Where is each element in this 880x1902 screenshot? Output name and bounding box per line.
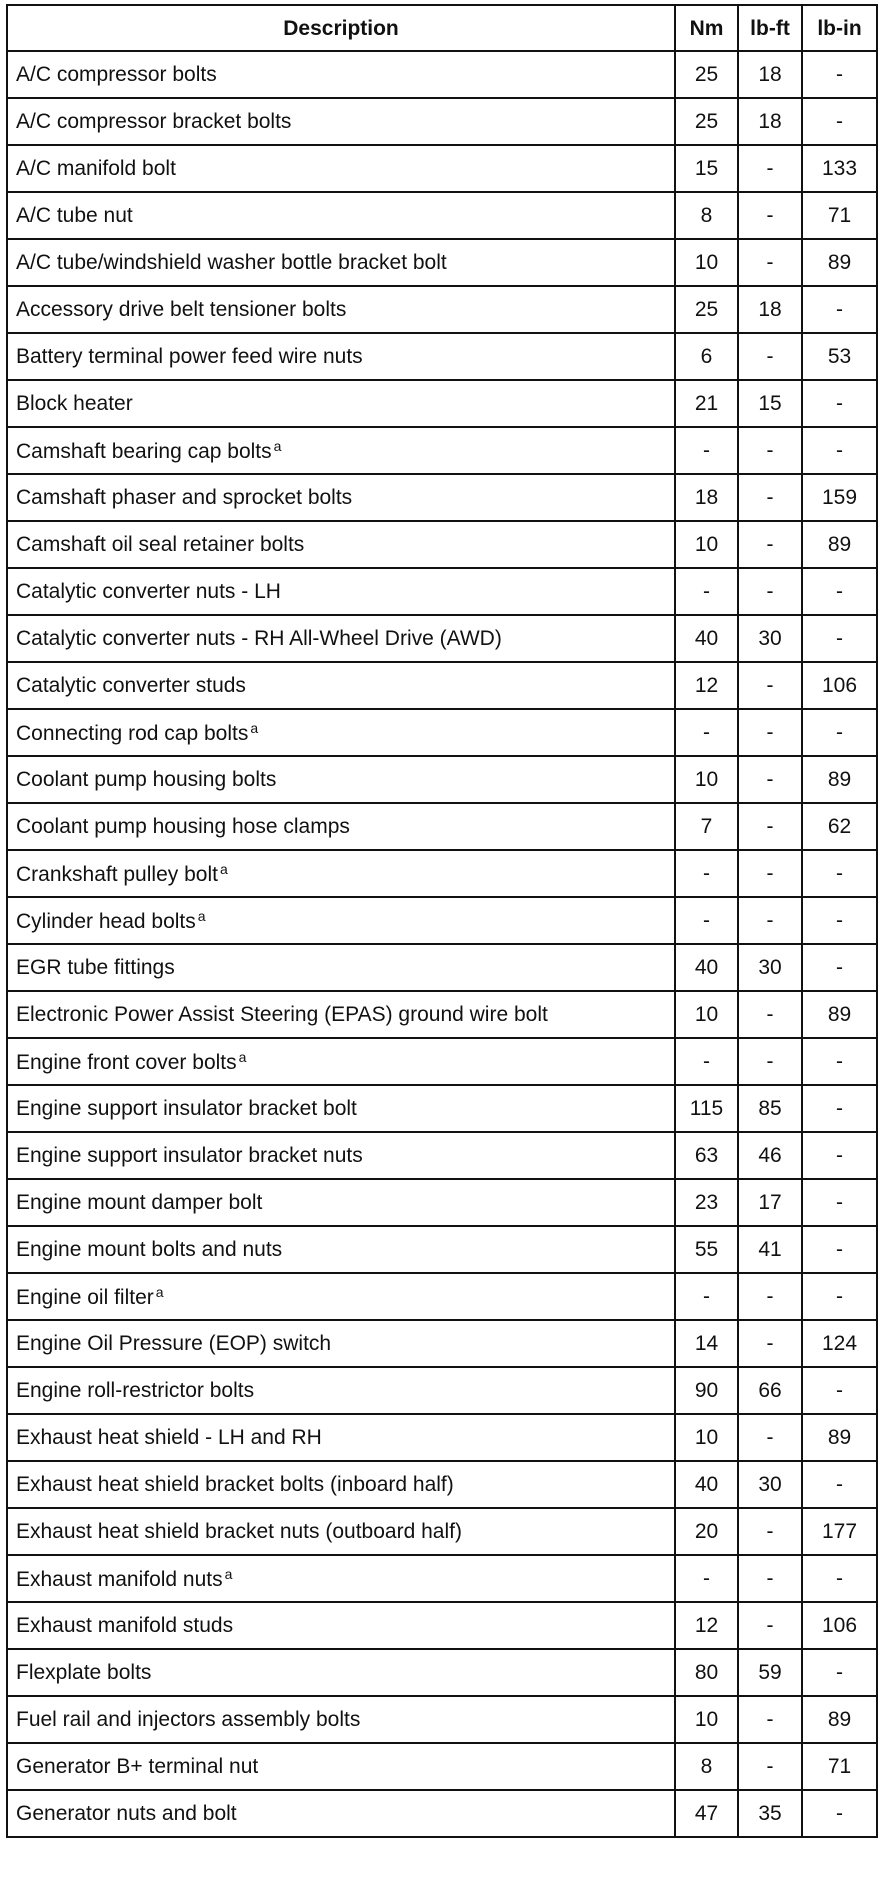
footnote-marker: a (224, 1566, 233, 1582)
description-cell (7, 1743, 675, 1790)
table-row (7, 1038, 877, 1085)
lbft-cell: 30 (738, 1461, 802, 1508)
lbft-cell: 46 (738, 1132, 802, 1179)
nm-cell: 12 (675, 1602, 738, 1649)
description-cell (7, 803, 675, 850)
table-row (7, 897, 877, 944)
lbin-cell: - (802, 286, 877, 333)
lbft-cell: - (738, 427, 802, 474)
description-text: Engine mount bolts and nuts (16, 1238, 283, 1261)
lbft-cell: - (738, 709, 802, 756)
table-row (7, 1602, 877, 1649)
header-nm: Nm (675, 5, 738, 51)
description-text: A/C compressor bolts (16, 63, 217, 86)
description-cell (7, 850, 675, 897)
header-lbft: lb-ft (738, 5, 802, 51)
table-row (7, 51, 877, 98)
header-lbin: lb-in (802, 5, 877, 51)
lbft-cell: - (738, 474, 802, 521)
lbft-cell: - (738, 1273, 802, 1320)
nm-cell: - (675, 897, 738, 944)
table-row (7, 98, 877, 145)
description-text: Fuel rail and injectors assembly bolts (16, 1708, 361, 1731)
lbft-cell: - (738, 1743, 802, 1790)
description-cell (7, 1696, 675, 1743)
description-text: Exhaust heat shield bracket nuts (outboard half) (16, 1520, 462, 1543)
footnote-marker: a (197, 908, 206, 924)
table-row (7, 1790, 877, 1837)
nm-cell: 15 (675, 145, 738, 192)
description-text: Camshaft phaser and sprocket bolts (16, 486, 353, 509)
lbft-cell: 30 (738, 944, 802, 991)
nm-cell: 55 (675, 1226, 738, 1273)
lbft-cell: - (738, 1508, 802, 1555)
description-text: Generator B+ terminal nut (16, 1755, 259, 1778)
table-row (7, 1743, 877, 1790)
description-text: Crankshaft pulley bolt (16, 863, 218, 886)
lbft-cell: 41 (738, 1226, 802, 1273)
lbft-cell: - (738, 1038, 802, 1085)
table-row (7, 1179, 877, 1226)
nm-cell: 25 (675, 98, 738, 145)
lbft-cell: - (738, 803, 802, 850)
lbft-cell: - (738, 333, 802, 380)
description-text: Accessory drive belt tensioner bolts (16, 298, 347, 321)
nm-cell: 14 (675, 1320, 738, 1367)
description-cell (7, 1555, 675, 1602)
nm-cell: 12 (675, 662, 738, 709)
description-text: Battery terminal power feed wire nuts (16, 345, 363, 368)
lbin-cell: 89 (802, 1414, 877, 1461)
lbin-cell: - (802, 897, 877, 944)
lbin-cell: 106 (802, 662, 877, 709)
lbin-cell: 62 (802, 803, 877, 850)
lbft-cell: 15 (738, 380, 802, 427)
nm-cell: 40 (675, 1461, 738, 1508)
table-row (7, 1320, 877, 1367)
lbin-cell: - (802, 850, 877, 897)
description-cell (7, 991, 675, 1038)
description-text: Connecting rod cap bolts (16, 722, 249, 745)
footnote-marker: a (250, 720, 259, 736)
description-cell (7, 521, 675, 568)
description-cell (7, 51, 675, 98)
table-row (7, 1696, 877, 1743)
nm-cell: - (675, 568, 738, 615)
lbin-cell: - (802, 98, 877, 145)
description-text: Exhaust manifold nuts (16, 1568, 223, 1591)
lbin-cell: - (802, 1132, 877, 1179)
table-row (7, 1226, 877, 1273)
table-row (7, 756, 877, 803)
lbft-cell: 30 (738, 615, 802, 662)
nm-cell: 8 (675, 1743, 738, 1790)
footnote-marker: a (219, 861, 228, 877)
lbft-cell: - (738, 239, 802, 286)
description-cell (7, 427, 675, 474)
lbin-cell: - (802, 380, 877, 427)
description-cell (7, 380, 675, 427)
nm-cell: 47 (675, 1790, 738, 1837)
table-row (7, 1085, 877, 1132)
table-row (7, 1273, 877, 1320)
table-row (7, 1414, 877, 1461)
lbin-cell: - (802, 1273, 877, 1320)
lbft-cell: - (738, 662, 802, 709)
lbft-cell: - (738, 521, 802, 568)
lbft-cell: - (738, 756, 802, 803)
description-text: Catalytic converter nuts - RH All-Wheel Drive (AWD) (16, 627, 502, 650)
nm-cell: 8 (675, 192, 738, 239)
description-cell (7, 709, 675, 756)
torque-specification-table (6, 4, 878, 1838)
description-cell (7, 662, 675, 709)
table-header (7, 5, 877, 51)
description-cell (7, 897, 675, 944)
description-cell (7, 1320, 675, 1367)
description-cell (7, 239, 675, 286)
description-text: Block heater (16, 392, 133, 415)
nm-cell: - (675, 427, 738, 474)
nm-cell: 10 (675, 1414, 738, 1461)
description-cell (7, 1461, 675, 1508)
table-row (7, 944, 877, 991)
table-row (7, 662, 877, 709)
lbft-cell: - (738, 1696, 802, 1743)
lbft-cell: - (738, 1555, 802, 1602)
table-row (7, 615, 877, 662)
lbin-cell: 53 (802, 333, 877, 380)
nm-cell: 80 (675, 1649, 738, 1696)
nm-cell: 63 (675, 1132, 738, 1179)
nm-cell: 10 (675, 1696, 738, 1743)
lbin-cell: 71 (802, 192, 877, 239)
lbin-cell: 133 (802, 145, 877, 192)
lbin-cell: 89 (802, 239, 877, 286)
description-text: Exhaust manifold studs (16, 1614, 234, 1637)
nm-cell: 10 (675, 756, 738, 803)
description-text: Coolant pump housing bolts (16, 768, 277, 791)
table-row (7, 239, 877, 286)
nm-cell: 10 (675, 239, 738, 286)
table-row (7, 145, 877, 192)
nm-cell: 6 (675, 333, 738, 380)
description-cell (7, 568, 675, 615)
description-cell (7, 1649, 675, 1696)
table-row (7, 1555, 877, 1602)
nm-cell: - (675, 1555, 738, 1602)
description-text: Electronic Power Assist Steering (EPAS) ground wire bolt (16, 1003, 548, 1026)
footnote-marker: a (238, 1049, 247, 1065)
lbft-cell: - (738, 991, 802, 1038)
table-body (7, 51, 877, 1837)
lbin-cell: - (802, 1179, 877, 1226)
lbin-cell: - (802, 1038, 877, 1085)
table-row (7, 1461, 877, 1508)
lbin-cell: 106 (802, 1602, 877, 1649)
lbin-cell: 89 (802, 991, 877, 1038)
lbin-cell: 159 (802, 474, 877, 521)
table-row (7, 1649, 877, 1696)
table-row (7, 568, 877, 615)
description-cell (7, 145, 675, 192)
table-row (7, 991, 877, 1038)
description-cell (7, 1508, 675, 1555)
description-cell (7, 1226, 675, 1273)
description-text: Cylinder head bolts (16, 910, 196, 933)
lbft-cell: 18 (738, 286, 802, 333)
nm-cell: 90 (675, 1367, 738, 1414)
description-text: A/C manifold bolt (16, 157, 176, 180)
description-cell (7, 1367, 675, 1414)
lbin-cell: - (802, 568, 877, 615)
description-text: Camshaft bearing cap bolts (16, 440, 272, 463)
description-text: Exhaust heat shield bracket bolts (inboard half) (16, 1473, 454, 1496)
lbft-cell: 18 (738, 98, 802, 145)
lbft-cell: 35 (738, 1790, 802, 1837)
lbin-cell: - (802, 1085, 877, 1132)
description-text: Generator nuts and bolt (16, 1802, 237, 1825)
lbin-cell: - (802, 709, 877, 756)
lbft-cell: 18 (738, 51, 802, 98)
description-cell (7, 333, 675, 380)
nm-cell: 25 (675, 286, 738, 333)
lbin-cell: - (802, 944, 877, 991)
description-text: Engine roll-restrictor bolts (16, 1379, 255, 1402)
lbin-cell: - (802, 1367, 877, 1414)
table-row (7, 474, 877, 521)
lbin-cell: - (802, 1555, 877, 1602)
table-row (7, 803, 877, 850)
nm-cell: 115 (675, 1085, 738, 1132)
description-cell (7, 1085, 675, 1132)
lbft-cell: - (738, 850, 802, 897)
description-text: Camshaft oil seal retainer bolts (16, 533, 305, 556)
nm-cell: 40 (675, 615, 738, 662)
lbin-cell: 89 (802, 756, 877, 803)
description-cell (7, 944, 675, 991)
lbin-cell: 124 (802, 1320, 877, 1367)
description-text: Engine front cover bolts (16, 1051, 237, 1074)
description-cell (7, 98, 675, 145)
lbin-cell: - (802, 1461, 877, 1508)
lbin-cell: 89 (802, 1696, 877, 1743)
lbft-cell: - (738, 145, 802, 192)
lbin-cell: - (802, 51, 877, 98)
lbft-cell: 66 (738, 1367, 802, 1414)
description-text: Engine mount damper bolt (16, 1191, 263, 1214)
description-text: Exhaust heat shield - LH and RH (16, 1426, 322, 1449)
table-row (7, 286, 877, 333)
lbft-cell: - (738, 192, 802, 239)
lbin-cell: - (802, 1649, 877, 1696)
table-row (7, 192, 877, 239)
description-cell (7, 1132, 675, 1179)
table-row (7, 850, 877, 897)
lbft-cell: - (738, 1320, 802, 1367)
nm-cell: - (675, 709, 738, 756)
nm-cell: 10 (675, 991, 738, 1038)
description-text: Engine oil filter (16, 1286, 154, 1309)
nm-cell: 18 (675, 474, 738, 521)
description-text: Flexplate bolts (16, 1661, 152, 1684)
description-cell (7, 286, 675, 333)
description-text: Catalytic converter studs (16, 674, 246, 697)
nm-cell: 7 (675, 803, 738, 850)
description-text: Engine support insulator bracket bolt (16, 1097, 357, 1120)
header-row (7, 5, 877, 51)
lbin-cell: 71 (802, 1743, 877, 1790)
table-row (7, 521, 877, 568)
description-text: A/C compressor bracket bolts (16, 110, 292, 133)
nm-cell: 40 (675, 944, 738, 991)
description-text: Engine support insulator bracket nuts (16, 1144, 363, 1167)
nm-cell: 23 (675, 1179, 738, 1226)
description-text: Catalytic converter nuts - LH (16, 580, 281, 603)
lbin-cell: - (802, 427, 877, 474)
lbft-cell: - (738, 568, 802, 615)
footnote-marker: a (273, 438, 282, 454)
description-cell (7, 1038, 675, 1085)
lbin-cell: 89 (802, 521, 877, 568)
nm-cell: 25 (675, 51, 738, 98)
lbft-cell: - (738, 1414, 802, 1461)
lbin-cell: 177 (802, 1508, 877, 1555)
table-row (7, 1508, 877, 1555)
description-cell (7, 192, 675, 239)
description-cell (7, 1414, 675, 1461)
header-description: Description (7, 5, 675, 51)
lbft-cell: 59 (738, 1649, 802, 1696)
nm-cell: 21 (675, 380, 738, 427)
description-cell (7, 756, 675, 803)
lbin-cell: - (802, 615, 877, 662)
description-text: A/C tube nut (16, 204, 133, 227)
description-cell (7, 1273, 675, 1320)
table-row (7, 1367, 877, 1414)
table-row (7, 380, 877, 427)
description-text: EGR tube fittings (16, 956, 175, 979)
nm-cell: 10 (675, 521, 738, 568)
description-cell (7, 1602, 675, 1649)
lbft-cell: - (738, 1602, 802, 1649)
description-text: Coolant pump housing hose clamps (16, 815, 350, 838)
lbin-cell: - (802, 1226, 877, 1273)
footnote-marker: a (155, 1284, 164, 1300)
nm-cell: 20 (675, 1508, 738, 1555)
nm-cell: - (675, 850, 738, 897)
lbft-cell: - (738, 897, 802, 944)
description-cell (7, 615, 675, 662)
nm-cell: - (675, 1038, 738, 1085)
description-cell (7, 1790, 675, 1837)
lbft-cell: 17 (738, 1179, 802, 1226)
description-cell (7, 1179, 675, 1226)
description-cell (7, 474, 675, 521)
nm-cell: - (675, 1273, 738, 1320)
table-row (7, 333, 877, 380)
table-row (7, 1132, 877, 1179)
table-row (7, 427, 877, 474)
description-text: Engine Oil Pressure (EOP) switch (16, 1332, 332, 1355)
lbft-cell: 85 (738, 1085, 802, 1132)
description-text: A/C tube/windshield washer bottle bracket bolt (16, 251, 447, 274)
lbin-cell: - (802, 1790, 877, 1837)
table-row (7, 709, 877, 756)
